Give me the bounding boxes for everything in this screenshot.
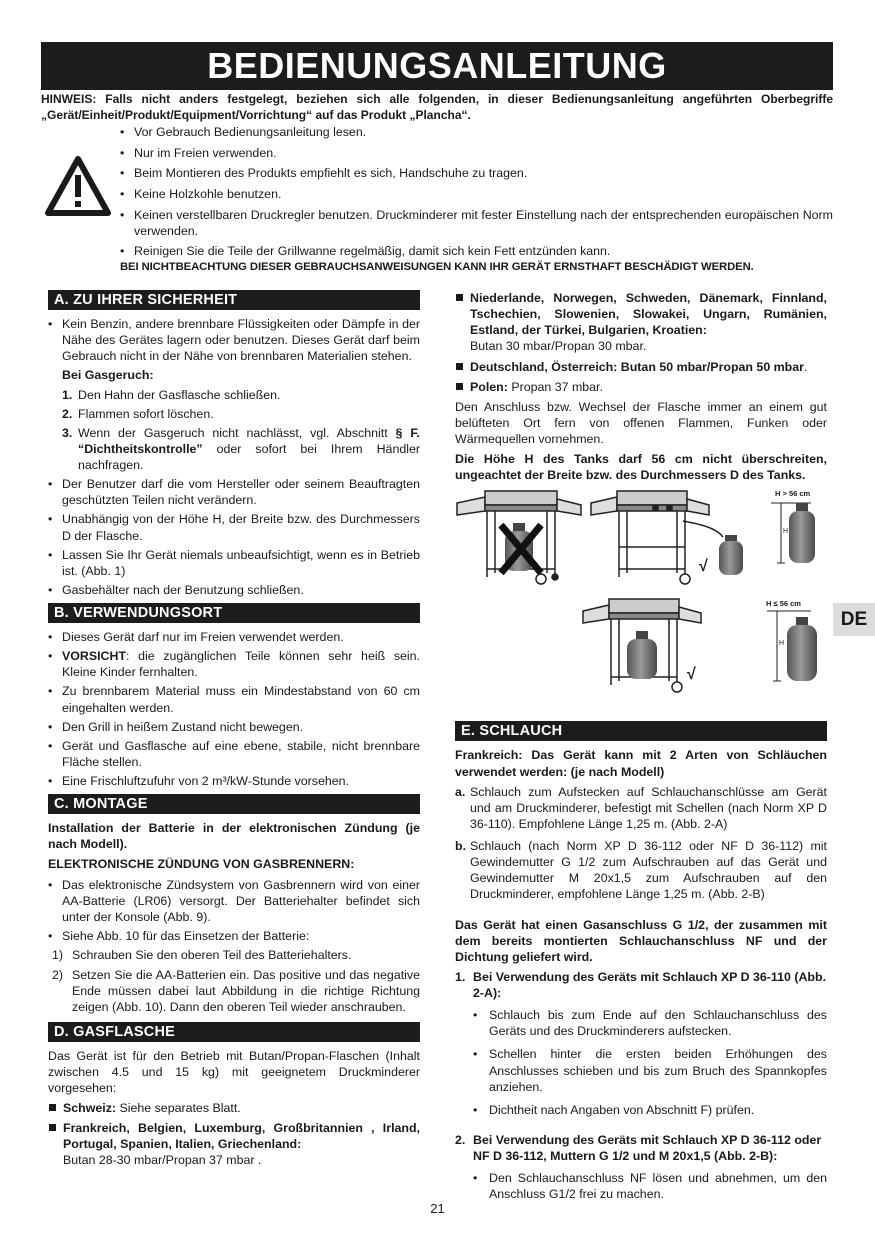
hose-type-item — [455, 784, 827, 832]
warning-item: • Keine Holzkohle benutzen. — [120, 186, 833, 202]
list-item: • Eine Frischluftzufuhr von 2 m³/kW-Stunde vorsehen. — [48, 773, 420, 789]
tank-height-note: Die Höhe H des Tanks darf 56 cm nicht überschreiten, ungeachtet der Breite bzw. des Durchmessers D des Tanks. — [455, 452, 827, 483]
list-item: • Dieses Gerät darf nur im Freien verwendet werden. — [48, 629, 420, 645]
section-reference: § F. “Dichtheitskontrolle” — [78, 425, 420, 456]
list-item: • Schlauch bis zum Ende auf den Schlauchanschluss des Geräts und des Druckminderers aufstecken. — [473, 1007, 827, 1039]
list-item: • Lassen Sie Ihr Gerät niemals unbeaufsichtigt, wenn es in Betrieb ist. (Abb. 1) — [48, 547, 420, 579]
pressure-text: . — [803, 359, 808, 374]
list-item: • Zu brennbarem Material muss ein Mindestabstand von 60 cm eingehalten werden. — [48, 683, 420, 715]
warning-item: • Reinigen Sie die Teile der Grillwanne regelmäßig, damit sich kein Fett entzünden kann. — [120, 243, 833, 259]
section-c-heading: C. MONTAGE — [48, 794, 420, 814]
language-tab: DE — [833, 603, 875, 636]
item-letter: b. — [455, 839, 467, 853]
step-number: 3. — [62, 425, 73, 440]
list-item: • Den Grill in heißem Zustand nicht bewegen. — [48, 719, 420, 735]
hose-type-item — [455, 838, 827, 903]
step-number: 2) — [52, 968, 64, 983]
pressure-text: Butan 28-30 mbar/Propan 37 mbar . — [63, 1153, 262, 1168]
pressure-text: Propan 37 mbar. — [507, 379, 603, 394]
section-d-heading: D. GASFLASCHE — [48, 1022, 420, 1042]
list-item: • Das elektronische Zündsystem von Gasbrennern wird von einer AA-Batterie (LR06) versorgt. Der Batteriehalter befindet sich unter der Konsole (Abb. 9). — [48, 877, 420, 925]
section-b-heading: B. VERWENDUNGSORT — [48, 603, 420, 623]
left-column — [48, 290, 420, 1172]
step-item — [62, 406, 420, 422]
country-name: Polen: — [470, 379, 508, 394]
item-text: : die zugänglichen Teile können sehr heiß sein. Kleine Kinder fernhalten. — [62, 649, 420, 680]
country-name: Frankreich, Belgien, Luxemburg, Großbritannien , Irland, Portugal, Spanien, Italien, Griechenland: — [63, 1121, 420, 1152]
list-item: • Den Schlauchanschluss NF lösen und abnehmen, um den Anschluss G1/2 frei zu machen. — [473, 1170, 827, 1202]
hinweis-note: HINWEIS: Falls nicht anders festgelegt, beziehen sich alle folgenden, in dieser Bedienungsanleitung angeführten Oberbegriffe „Gerät/Einheit/Produkt/Equipment/Vorrichtung“ auf das Produkt „Plancha“. — [41, 92, 833, 122]
page-number: 21 — [430, 1201, 445, 1216]
gas-bottle-intro: Das Gerät ist für den Betrieb mit Butan/Propan-Flaschen (Inhalt zwischen 4.5 und 15 kg) mit geeignetem Druckminderer vorgesehen: — [48, 1048, 420, 1095]
height-axis-label: H — [783, 528, 789, 536]
ignition-subheading: ELEKTRONISCHE ZÜNDUNG VON GASBRENNERN: — [48, 857, 355, 872]
gas-smell-heading: Bei Gasgeruch: — [62, 368, 154, 383]
step-number: 2. — [62, 406, 73, 421]
check-mark: √ — [687, 666, 696, 684]
step-text: Wenn der Gasgeruch nicht nachlässt, vgl. Abschnitt — [78, 425, 396, 440]
step-text: Schrauben Sie den oberen Teil des Batteriehalters. — [72, 948, 352, 962]
list-item: • Gerät und Gasflasche auf eine ebene, stabile, nicht brennbare Fläche stellen. — [48, 738, 420, 770]
warning-list — [120, 124, 833, 264]
step-item — [52, 947, 420, 963]
list-item: • Dichtheit nach Angaben von Abschnitt F) prüfen. — [473, 1102, 827, 1118]
height-le-label: H ≤ 56 cm — [766, 599, 801, 609]
step-text: Flammen sofort löschen. — [78, 406, 214, 421]
country-item — [48, 1100, 420, 1116]
height-gt-label: H > 56 cm — [775, 489, 811, 499]
step-text: Den Hahn der Gasflasche schließen. — [78, 387, 281, 402]
step-item — [62, 387, 420, 403]
list-item: • Gasbehälter nach der Benutzung schließen. — [48, 582, 420, 598]
gas-bottle-figure — [455, 489, 827, 713]
item-letter: a. — [455, 784, 466, 799]
country-name: Niederlande, Norwegen, Schweden, Dänemark, Finnland, Tschechien, Slowenien, Slowakei, Ungarn, Rumänien, Estland, der Türkei, Bulgarien, Kroatien: — [470, 291, 827, 338]
country-name: Schweiz: — [63, 1100, 117, 1115]
list-item — [48, 316, 420, 473]
step-number: 1. — [455, 969, 466, 984]
battery-intro: Installation der Batterie in der elektronischen Zündung (je nach Modell). — [48, 821, 420, 852]
check-mark: √ — [699, 558, 708, 576]
step-text: Setzen Sie die AA-Batterien ein. Das positive und das negative Ende müssen dabei laut Abbildung in die richtige Richtung zeigen (Abb. 10). Dann den oberen Teil wieder anschrauben. — [72, 968, 420, 1015]
page-title: BEDIENUNGSANLEITUNG — [41, 42, 833, 90]
pressure-text: Siehe separates Blatt. — [116, 1100, 241, 1115]
hose-intro: Frankreich: Das Gerät kann mit 2 Arten von Schläuchen verwendet werden: (je nach Modell) — [455, 748, 827, 779]
warning-item: • Beim Montieren des Produkts empfiehlt es sich, Handschuhe zu tragen. — [120, 165, 833, 181]
country-item — [455, 379, 827, 395]
step-text: oder sofort bei Ihrem Händler nachfragen. — [78, 441, 420, 472]
country-item — [455, 359, 827, 375]
hose-step — [455, 969, 827, 1118]
warning-final: BEI NICHTBEACHTUNG DIESER GEBRAUCHSANWEISUNGEN KANN IHR GERÄT ERNSTHAFT BESCHÄDIGT WERDEN. — [120, 261, 754, 273]
step-heading: Bei Verwendung des Geräts mit Schlauch XP D 36-110 (Abb. 2-A): — [473, 969, 827, 1000]
list-item: • Siehe Abb. 10 für das Einsetzen der Batterie: — [48, 928, 420, 944]
warning-item: • Vor Gebrauch Bedienungsanleitung lesen. — [120, 124, 833, 140]
step-number: 1) — [52, 948, 64, 962]
item-text: Schlauch zum Aufstecken auf Schlauchanschlüsse am Gerät und am Druckminderer, befestigt mit Schellen (nach Norm XP D 36-110). Empfohlene Länge 1,25 m. (Abb. 2-A) — [470, 784, 827, 831]
step-item — [62, 425, 420, 473]
bottle-change-text: Den Anschluss bzw. Wechsel der Flasche immer an einem gut belüfteten Ort fern von offenen Flammen, Funken oder Wärmequellen vornehmen. — [455, 399, 827, 446]
country-name: Deutschland, Österreich: Butan 50 mbar/Propan 50 mbar — [470, 359, 804, 374]
warning-item: • Keinen verstellbaren Druckregler benutzen. Druckminderer mit fester Einstellung nach der entsprechenden europäischen Norm verwenden. — [120, 207, 833, 239]
section-e-heading: E. SCHLAUCH — [455, 721, 827, 741]
right-column — [455, 290, 827, 1212]
step-item — [52, 967, 420, 1015]
list-item — [48, 648, 420, 680]
country-item — [48, 1120, 420, 1168]
item-text: Schlauch (nach Norm XP D 36-112 oder NF D 36-112) mit Gewindemutter G 1/2 zum Aufschrauben auf das Gerät und Gewindemutter M 20x1,5 zum Aufschrauben auf den Druckminderer, empfohlene Länge 1,25 m. (Abb. 2-B) — [470, 839, 827, 902]
list-item: • Unabhängig von der Höhe H, der Breite bzw. des Durchmessers D der Flasche. — [48, 511, 420, 543]
height-axis-label: H — [779, 640, 785, 648]
warning-triangle-icon — [44, 155, 112, 217]
country-item — [455, 290, 827, 355]
list-item: • Schellen hinter die ersten beiden Erhöhungen des Anschlusses schieben und bis zum Bruch des Spannkopfes anziehen. — [473, 1046, 827, 1094]
pressure-text: Butan 30 mbar/Propan 30 mbar. — [470, 339, 647, 354]
list-item: • Der Benutzer darf die vom Hersteller oder seinem Beauftragten geschützten Teilen nicht verändern. — [48, 476, 420, 508]
gas-connection-note: Das Gerät hat einen Gasanschluss G 1/2, der zusammen mit dem bereits montierten Schlauchanschluss NF und der Dichtung geliefert wird. — [455, 917, 827, 964]
section-a-heading: A. ZU IHRER SICHERHEIT — [48, 290, 420, 310]
caution-label: VORSICHT — [62, 649, 127, 664]
step-number: 1. — [62, 387, 73, 402]
hose-step — [455, 1132, 827, 1203]
item-text: Kein Benzin, andere brennbare Flüssigkeiten oder Dämpfe in der Nähe des Gerätes lagern oder benutzen. Dieses Gerät darf beim Gebrauch nicht in der Nähe von brennbaren Materialien stehen. — [62, 317, 420, 364]
warning-item: • Nur im Freien verwenden. — [120, 145, 833, 161]
step-number: 2. — [455, 1132, 466, 1147]
step-heading: Bei Verwendung des Geräts mit Schlauch XP D 36-112 oder NF D 36-112, Muttern G 1/2 und M 20x1,5 (Abb. 2-B): — [473, 1132, 822, 1163]
